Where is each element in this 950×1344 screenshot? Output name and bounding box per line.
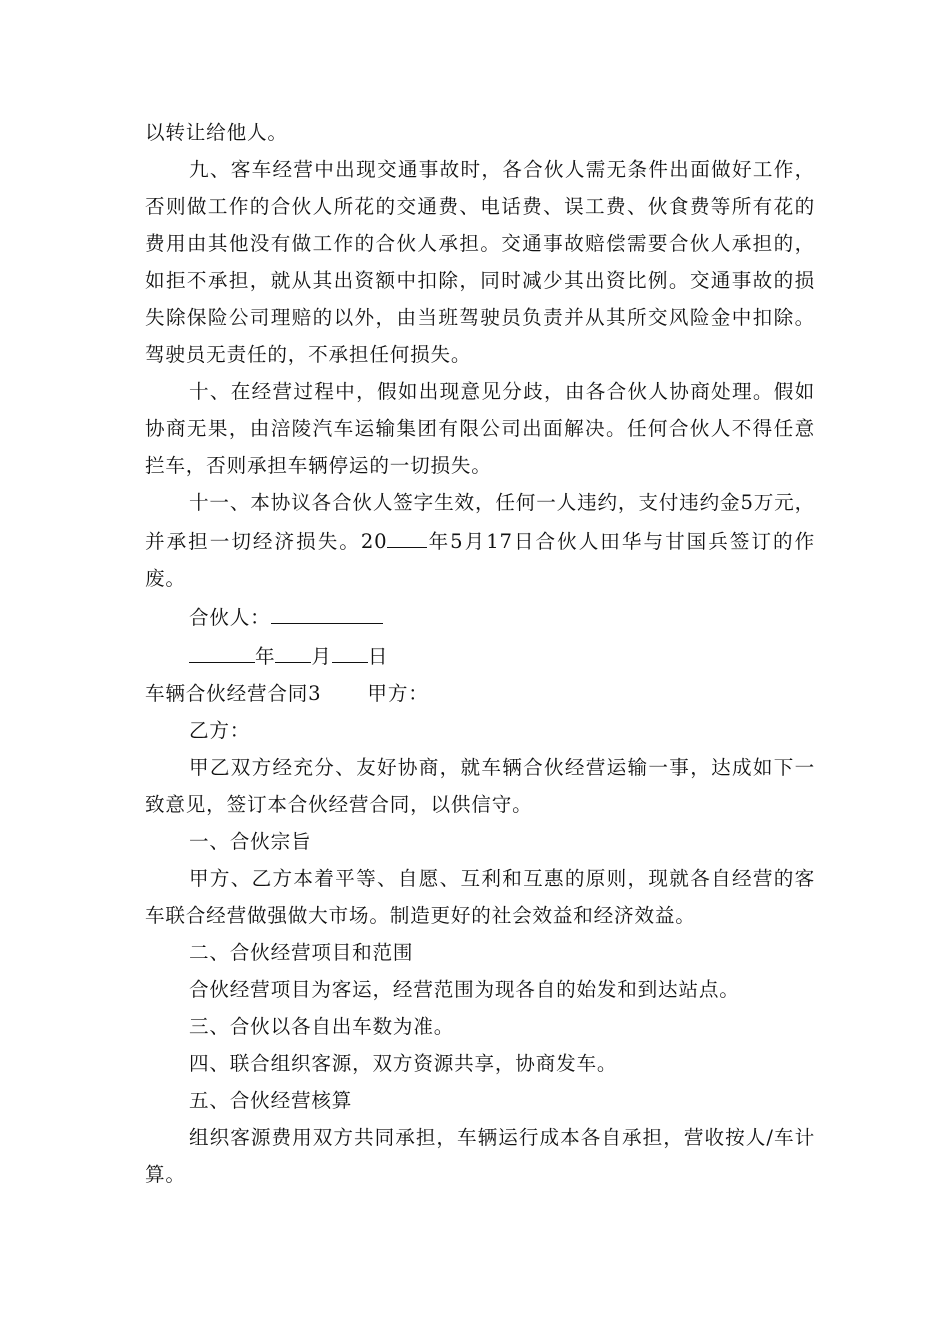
section-5-heading: 五、合伙经营核算	[189, 1089, 353, 1112]
party-b-label: 乙方：	[189, 719, 251, 742]
year-label: 年	[255, 645, 276, 668]
contract-title-line	[145, 675, 815, 712]
section-1-heading: 一、合伙宗旨	[189, 830, 312, 853]
clause-11-effect	[145, 484, 815, 597]
paragraph-transfer: 以转让给他人。	[145, 121, 288, 144]
partner-signature-line	[145, 597, 815, 636]
year-blank	[189, 636, 255, 663]
clause-11-text-b: 年5月17日合伙人田华与甘国兵签订的作废。	[145, 530, 815, 590]
contract-title: 车辆合伙经营合同3	[145, 682, 322, 705]
partner-signature-blank	[271, 597, 383, 624]
year-blank	[387, 521, 427, 548]
section-2-text: 合伙经营项目为客运，经营范围为现各自的始发和到达站点。	[189, 978, 740, 1001]
contract-preamble: 甲乙双方经充分、友好协商，就车辆合伙经营运输一事，达成如下一致意见，签订本合伙经营合同，以供信守。	[145, 756, 815, 816]
day-blank	[332, 636, 368, 663]
clause-11-text-a: 十一、本协议各合伙人签字生效，任何一人违约，支付违约金5万元，并承担一切经济损失。20	[145, 491, 815, 553]
partner-label: 合伙人：	[189, 606, 271, 629]
party-a-label: 甲方：	[367, 682, 429, 705]
section-3-heading: 三、合伙以各自出车数为准。	[189, 1015, 455, 1038]
clause-10-disputes: 十、在经营过程中，假如出现意见分歧，由各合伙人协商处理。假如协商无果，由涪陵汽车运输集团有限公司出面解决。任何合伙人不得任意拦车，否则承担车辆停运的一切损失。	[145, 380, 815, 477]
document-body	[145, 114, 815, 1193]
month-blank	[275, 636, 311, 663]
section-2-heading: 二、合伙经营项目和范围	[189, 941, 414, 964]
section-4-heading: 四、联合组织客源，双方资源共享，协商发车。	[189, 1052, 618, 1075]
signature-date-line	[145, 636, 815, 675]
section-1-text: 甲方、乙方本着平等、自愿、互利和互惠的原则，现就各自经营的客车联合经营做强做大市场。制造更好的社会效益和经济效益。	[145, 867, 815, 927]
clause-9-traffic-accident: 九、客车经营中出现交通事故时，各合伙人需无条件出面做好工作，否则做工作的合伙人所花的交通费、电话费、误工费、伙食费等所有花的费用由其他没有做工作的合伙人承担。交通事故赔偿需要合伙人承担的，如拒不承担，就从其出资额中扣除，同时减少其出资比例。交通事故的损失除保险公司理赔的以外，由当班驾驶员负责并从其所交风险金中扣除。驾驶员无责任的，不承担任何损失。	[145, 158, 815, 366]
section-5-text: 组织客源费用双方共同承担，车辆运行成本各自承担，营收按人/车计算。	[145, 1126, 815, 1186]
day-label: 日	[367, 645, 389, 668]
month-label: 月	[311, 645, 332, 668]
